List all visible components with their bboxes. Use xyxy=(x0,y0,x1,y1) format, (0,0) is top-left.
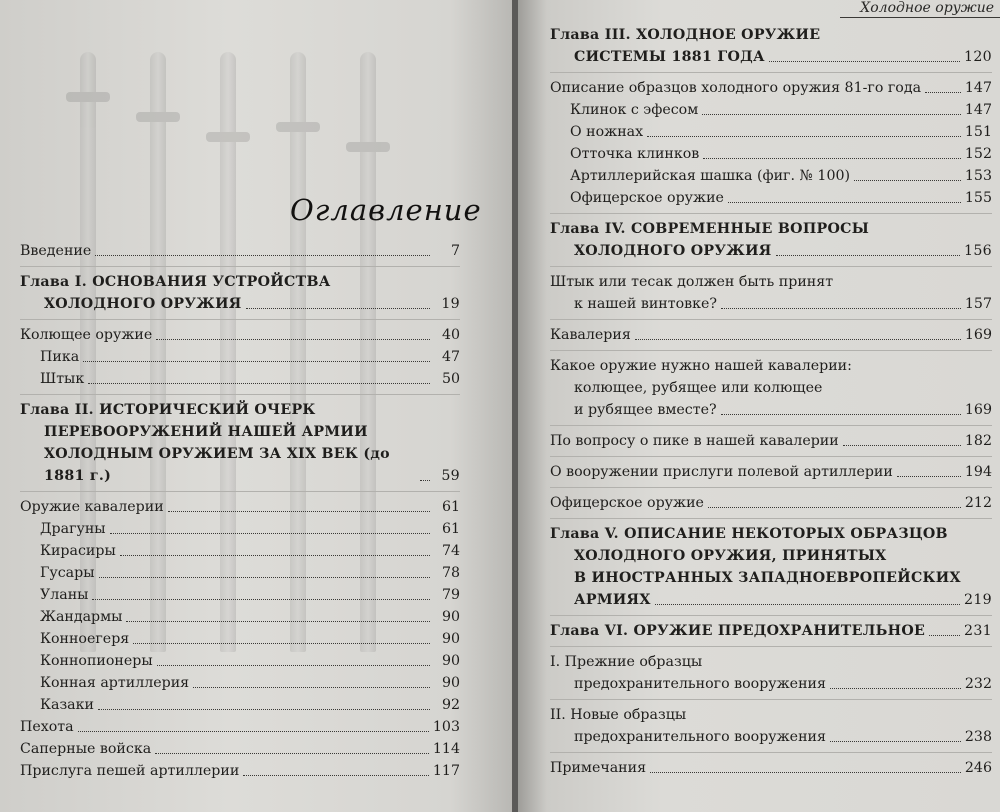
dot-leader xyxy=(843,445,961,446)
section-divider xyxy=(550,456,992,457)
toc-entry-line: Офицерское оружие xyxy=(550,495,704,511)
toc-entry xyxy=(20,518,460,540)
dot-leader xyxy=(83,361,430,362)
page-number: 182 xyxy=(964,433,992,449)
page-number: 47 xyxy=(441,349,460,365)
page-number: 90 xyxy=(441,609,460,625)
dot-leader xyxy=(156,339,430,340)
toc-entry-line: и рубящее вместе? xyxy=(574,402,717,418)
dot-leader xyxy=(854,180,961,181)
dot-leader xyxy=(830,688,961,689)
toc-entry-line: ХОЛОДНОГО ОРУЖИЯ xyxy=(574,243,772,259)
toc-right-column xyxy=(550,24,992,779)
page-number: 90 xyxy=(441,675,460,691)
toc-entry-title xyxy=(40,650,460,672)
toc-entry-line: Штык xyxy=(40,371,85,387)
dot-leader xyxy=(769,61,960,62)
toc-entry xyxy=(20,694,460,716)
section-divider xyxy=(550,646,992,647)
toc-entry-line: предохранительного вооружения xyxy=(574,676,826,692)
toc-entry-line: Офицерское оружие xyxy=(570,190,724,206)
toc-entry-title xyxy=(550,461,992,483)
page-number: 194 xyxy=(964,464,992,480)
page-number: 152 xyxy=(964,146,992,162)
toc-entry xyxy=(550,77,992,99)
page-number: 156 xyxy=(964,243,992,259)
page-number: 74 xyxy=(441,543,460,559)
toc-entry-line: колющее, рубящее или колющее xyxy=(574,380,823,396)
page-number: 155 xyxy=(964,190,992,206)
toc-entry-title xyxy=(20,738,460,760)
toc-entry-line: Конноегеря xyxy=(40,631,130,647)
toc-entry-line: ХОЛОДНОГО ОРУЖИЯ, ПРИНЯТЫХ xyxy=(574,548,887,564)
toc-entry-title xyxy=(570,99,992,121)
toc-entry xyxy=(20,496,460,518)
toc-entry-title xyxy=(20,496,460,518)
toc-entry-title xyxy=(40,606,460,628)
toc-entry xyxy=(20,584,460,606)
toc-entry-title xyxy=(20,716,460,738)
page-number: 103 xyxy=(432,719,460,735)
page-number: 147 xyxy=(964,102,992,118)
toc-entry-title xyxy=(20,760,460,782)
running-head-rule xyxy=(840,17,1000,18)
toc-entry-title xyxy=(550,77,992,99)
toc-entry xyxy=(20,540,460,562)
section-divider xyxy=(550,487,992,488)
dot-leader xyxy=(155,753,429,754)
toc-entry xyxy=(20,606,460,628)
section-divider xyxy=(550,319,992,320)
toc-entry-line: II. Новые образцы xyxy=(550,707,687,723)
toc-chapter-entry xyxy=(550,218,992,262)
page-number: 90 xyxy=(441,631,460,647)
toc-entry xyxy=(550,492,992,514)
dot-leader xyxy=(95,255,430,256)
section-divider xyxy=(550,213,992,214)
toc-entry xyxy=(550,143,992,165)
toc-entry-title xyxy=(550,355,992,421)
toc-entry-line: Глава VI. ОРУЖИЕ ПРЕДОХРАНИТЕЛЬНОЕ xyxy=(550,623,926,639)
dot-leader xyxy=(702,114,961,115)
toc-entry-line: ХОЛОДНОГО ОРУЖИЯ xyxy=(44,296,242,312)
toc-entry-title xyxy=(40,368,460,390)
toc-entry-title xyxy=(550,651,992,695)
section-divider xyxy=(550,425,992,426)
dot-leader xyxy=(110,533,430,534)
toc-chapter-entry xyxy=(550,620,992,642)
page-number: 153 xyxy=(964,168,992,184)
section-divider xyxy=(550,266,992,267)
toc-entry-line: Введение xyxy=(20,243,92,259)
dot-leader xyxy=(650,772,961,773)
toc-entry-line: Конная артиллерия xyxy=(40,675,190,691)
dot-leader xyxy=(929,635,960,636)
page-number: 120 xyxy=(964,49,992,65)
toc-entry-line: ПЕРЕВООРУЖЕНИЙ НАШЕЙ АРМИИ xyxy=(44,424,368,440)
toc-entry-title xyxy=(570,121,992,143)
page-number: 78 xyxy=(441,565,460,581)
toc-entry xyxy=(550,430,992,452)
section-divider xyxy=(550,615,992,616)
toc-entry-title xyxy=(20,240,460,262)
toc-entry-line: предохранительного вооружения xyxy=(574,729,826,745)
toc-chapter-entry xyxy=(550,24,992,68)
toc-entry-title xyxy=(550,492,992,514)
section-divider xyxy=(20,266,460,267)
page-number: 59 xyxy=(441,468,460,484)
dot-leader xyxy=(721,414,961,415)
toc-entry-line: Жандармы xyxy=(40,609,123,625)
toc-entry xyxy=(550,121,992,143)
dot-leader xyxy=(655,604,960,605)
toc-entry-line: Кирасиры xyxy=(40,543,116,559)
toc-entry-line: Отточка клинков xyxy=(570,146,700,162)
toc-entry-line: Клинок с эфесом xyxy=(570,102,699,118)
toc-entry-title xyxy=(570,187,992,209)
page-number: 169 xyxy=(964,402,992,418)
toc-entry-line: Колющее оружие xyxy=(20,327,153,343)
dot-leader xyxy=(120,555,430,556)
toc-left-column xyxy=(20,240,460,782)
toc-entry xyxy=(550,99,992,121)
toc-entry-title xyxy=(550,218,992,262)
page-number: 232 xyxy=(964,676,992,692)
page-number: 114 xyxy=(432,741,460,757)
page-number: 157 xyxy=(964,296,992,312)
toc-entry-line: ХОЛОДНЫМ ОРУЖИЕМ ЗА XIX ВЕК (до 1881 г.) xyxy=(44,446,390,484)
toc-entry-line: СИСТЕМЫ 1881 ГОДА xyxy=(574,49,765,65)
toc-entry-title xyxy=(570,165,992,187)
toc-entry-line: По вопросу о пике в нашей кавалерии xyxy=(550,433,839,449)
toc-entry-title xyxy=(550,523,992,611)
toc-entry-line: Глава I. ОСНОВАНИЯ УСТРОЙСТВА xyxy=(20,274,331,290)
page-title: Оглавление xyxy=(290,193,482,227)
toc-entry-line: Казаки xyxy=(40,697,94,713)
dot-leader xyxy=(98,709,430,710)
section-divider xyxy=(550,699,992,700)
toc-entry-line: О ножнах xyxy=(570,124,644,140)
page-number: 40 xyxy=(441,327,460,343)
page-number: 238 xyxy=(964,729,992,745)
toc-entry-line: Какое оружие нужно нашей кавалерии: xyxy=(550,358,852,374)
dot-leader xyxy=(708,507,961,508)
toc-entry-line: Глава IV. СОВРЕМЕННЫЕ ВОПРОСЫ xyxy=(550,221,870,237)
toc-entry-title xyxy=(550,757,992,779)
toc-entry-title xyxy=(40,628,460,650)
page-number: 117 xyxy=(432,763,460,779)
dot-leader xyxy=(897,476,961,477)
page-number: 61 xyxy=(441,521,460,537)
page-number: 219 xyxy=(964,592,992,608)
dot-leader xyxy=(776,255,960,256)
toc-entry-title xyxy=(40,694,460,716)
page-number: 50 xyxy=(441,371,460,387)
page-number: 19 xyxy=(441,296,460,312)
toc-entry-line: В ИНОСТРАННЫХ ЗАПАДНОЕВРОПЕЙСКИХ xyxy=(574,570,961,586)
toc-entry-title xyxy=(40,346,460,368)
toc-entry-title xyxy=(40,540,460,562)
toc-entry xyxy=(550,704,992,748)
toc-entry-line: АРМИЯХ xyxy=(574,592,651,608)
toc-entry xyxy=(550,165,992,187)
toc-entry-line: Пехота xyxy=(20,719,74,735)
toc-entry-title xyxy=(20,324,460,346)
toc-entry-line: Артиллерийская шашка (фиг. № 100) xyxy=(570,168,851,184)
toc-entry-line: Прислуга пешей артиллерии xyxy=(20,763,240,779)
toc-chapter-entry xyxy=(20,399,460,487)
section-divider xyxy=(20,491,460,492)
dot-leader xyxy=(78,731,429,732)
dot-leader xyxy=(88,383,430,384)
toc-entry xyxy=(550,651,992,695)
toc-entry-line: Оружие кавалерии xyxy=(20,499,164,515)
section-divider xyxy=(550,518,992,519)
toc-entry-line: Гусары xyxy=(40,565,95,581)
toc-entry-line: Коннопионеры xyxy=(40,653,153,669)
toc-entry-title xyxy=(570,143,992,165)
dot-leader xyxy=(243,775,429,776)
dot-leader xyxy=(635,339,961,340)
toc-entry xyxy=(20,346,460,368)
section-divider xyxy=(550,72,992,73)
dot-leader xyxy=(157,665,430,666)
dot-leader xyxy=(246,308,430,309)
toc-entry-line: Штык или тесак должен быть принят xyxy=(550,274,834,290)
dot-leader xyxy=(99,577,430,578)
toc-entry-line: О вооружении прислуги полевой артиллерии xyxy=(550,464,893,480)
toc-entry-title xyxy=(550,271,992,315)
dot-leader xyxy=(420,480,430,481)
toc-entry-line: Пика xyxy=(40,349,80,365)
dot-leader xyxy=(728,202,961,203)
page-number: 79 xyxy=(441,587,460,603)
toc-entry xyxy=(550,187,992,209)
toc-entry-line: Описание образцов холодного оружия 81-го года xyxy=(550,80,922,96)
dot-leader xyxy=(925,92,961,93)
toc-entry-title xyxy=(40,518,460,540)
section-divider xyxy=(20,394,460,395)
toc-entry xyxy=(20,628,460,650)
dot-leader xyxy=(92,599,430,600)
toc-entry-line: Глава II. ИСТОРИЧЕСКИЙ ОЧЕРК xyxy=(20,402,316,418)
right-page xyxy=(518,0,1000,812)
toc-entry xyxy=(20,562,460,584)
toc-entry-title xyxy=(550,430,992,452)
dot-leader xyxy=(126,621,430,622)
page-number: 231 xyxy=(964,623,992,639)
page-number: 90 xyxy=(441,653,460,669)
dot-leader xyxy=(830,741,961,742)
page-number: 151 xyxy=(964,124,992,140)
toc-entry xyxy=(20,240,460,262)
toc-entry-line: Глава III. ХОЛОДНОЕ ОРУЖИЕ xyxy=(550,27,821,43)
toc-entry xyxy=(550,271,992,315)
page-number: 212 xyxy=(964,495,992,511)
section-divider xyxy=(550,350,992,351)
page-number: 92 xyxy=(441,697,460,713)
section-divider xyxy=(20,319,460,320)
toc-entry xyxy=(20,716,460,738)
page-number: 7 xyxy=(450,243,460,259)
toc-entry-line: Драгуны xyxy=(40,521,106,537)
toc-entry-line: Саперные войска xyxy=(20,741,152,757)
toc-entry-title xyxy=(550,704,992,748)
toc-entry xyxy=(20,738,460,760)
running-head: Холодное оружие xyxy=(860,0,994,16)
toc-entry xyxy=(20,324,460,346)
page-number: 169 xyxy=(964,327,992,343)
toc-entry-title xyxy=(40,584,460,606)
toc-entry xyxy=(550,355,992,421)
toc-entry xyxy=(550,757,992,779)
page-number: 61 xyxy=(441,499,460,515)
dot-leader xyxy=(703,158,961,159)
toc-chapter-entry xyxy=(550,523,992,611)
section-divider xyxy=(550,752,992,753)
toc-entry-title xyxy=(550,620,992,642)
toc-entry xyxy=(550,324,992,346)
page-number: 246 xyxy=(964,760,992,776)
toc-entry-line: к нашей винтовке? xyxy=(574,296,717,312)
toc-entry-title xyxy=(550,24,992,68)
toc-entry xyxy=(20,650,460,672)
toc-entry xyxy=(20,760,460,782)
dot-leader xyxy=(647,136,961,137)
toc-entry-line: Уланы xyxy=(40,587,89,603)
toc-entry xyxy=(20,368,460,390)
toc-entry-line: Кавалерия xyxy=(550,327,631,343)
page-number: 147 xyxy=(964,80,992,96)
dot-leader xyxy=(193,687,430,688)
dot-leader xyxy=(168,511,430,512)
dot-leader xyxy=(721,308,961,309)
toc-entry-title xyxy=(550,324,992,346)
toc-entry xyxy=(550,461,992,483)
toc-entry-line: Глава V. ОПИСАНИЕ НЕКОТОРЫХ ОБРАЗЦОВ xyxy=(550,526,948,542)
toc-entry-title xyxy=(20,271,460,315)
toc-entry-line: I. Прежние образцы xyxy=(550,654,703,670)
toc-entry-line: Примечания xyxy=(550,760,647,776)
toc-entry-title xyxy=(20,399,460,487)
toc-entry xyxy=(20,672,460,694)
toc-chapter-entry xyxy=(20,271,460,315)
dot-leader xyxy=(133,643,430,644)
toc-entry-title xyxy=(40,562,460,584)
toc-entry-title xyxy=(40,672,460,694)
